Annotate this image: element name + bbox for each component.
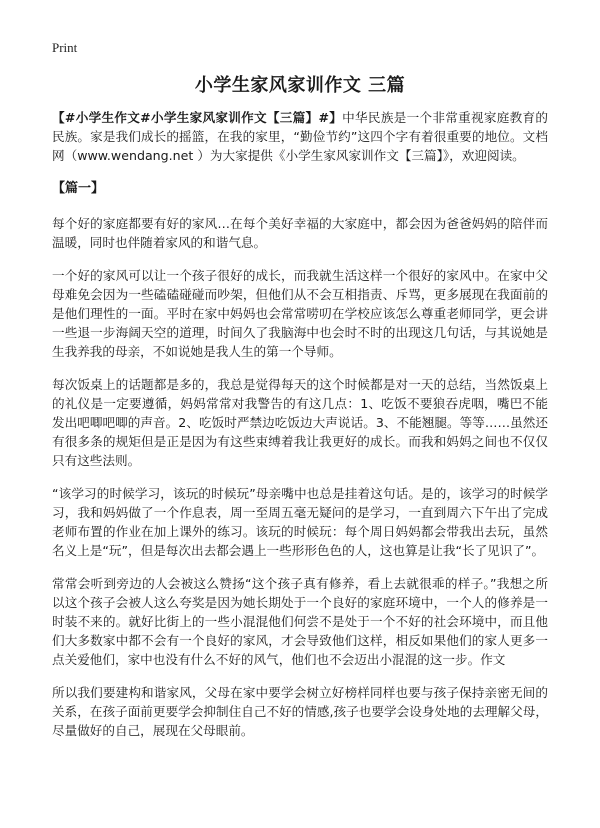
intro-text: 中华民族是一个非常重视家庭教育的民族。家是我们成长的摇篮，在我的家里，“勤俭节约”这四个字有着很重要的地位。文档网（www.wendang.net ）为大家提供《小学生家风家训作文【三篇】》，欢迎阅读。 — [52, 110, 548, 163]
body-paragraph-1: 每个好的家庭都要有好的家风…在每个美好幸福的大家庭中，都会因为爸爸妈妈的陪伴而温暖，同时也伴随着家风的和谐气息。 — [52, 216, 548, 250]
intro-tags: 【#小学生作文#小学生家风家训作文【三篇】#】 — [52, 110, 343, 125]
intro-paragraph — [52, 108, 548, 165]
section-heading: 【篇一】 — [52, 181, 105, 196]
body-paragraph-4: “该学习的时候学习，该玩的时候玩”母亲嘴中也总是挂着这句话。是的，该学习的时候学习，我和妈妈做了一个作息表，周一至周五毫无疑问的是学习，一直到周六下午出了完成老师布置的作业在加上课外的练习。该玩的时候玩：每个周日妈妈都会带我出去玩，虽然名义上是“玩”，但是每次出去都会遇上一些形形色色的人，这也算是让我“长了见识了”。 — [52, 486, 548, 558]
body-paragraph-5: 常常会听到旁边的人会被这么赞扬“这个孩子真有修养，看上去就很乖的样子。”我想之所以这个孩子会被人这么夸奖是因为她长期处于一个良好的家庭环境中，一个人的修养是一时装不来的。就好比街上的一些小混混他们何尝不是处于一个不好的社会环境中，而且他们大多数家中都不会有一个良好的家风，才会导致他们这样，相反如果他们的家人更多一点关爱他们，家中也没有什么不好的风气，他们也不会迈出小混混的这一步。作文 — [52, 576, 548, 667]
body-paragraph-2: 一个好的家风可以让一个孩子很好的成长，而我就生活这样一个很好的家风中。在家中父母难免会因为一些磕磕碰碰而吵架，但他们从不会互相指责、斥骂，更多展现在我面前的是他们理性的一面。平时在家中妈妈也会常常唠叨在学校应该怎么尊重老师同学，更会讲一些退一步海阔天空的道理，时间久了我脑海中也会时不时的出现这几句话，与其说她是生我养我的母亲，不如说她是我人生的第一个导师。 — [52, 268, 548, 359]
document-title: 小学生家风家训作文 三篇 — [194, 75, 406, 96]
body-paragraph-6: 所以我们要建构和谐家风，父母在家中要学会树立好榜样同样也要与孩子保持亲密无间的关系，在孩子面前更要学会抑制住自己不好的情感,孩子也要学会设身处地的去理解父母，尽量做好的自己，展现在父母眼前。 — [52, 685, 548, 738]
body-paragraph-3: 每次饭桌上的话题都是多的，我总是觉得每天的这个时候都是对一天的总结，当然饭桌上的礼仪是一定要遵循，妈妈常常对我警告的有这几点：1、吃饭不要狼吞虎咽，嘴巴不能发出吧唧吧唧的声音。2、吃饭时严禁边吃饭边大声说话。3、不能翘腿。等等……虽然还有很多条的规矩但是正是因为有这些束缚着我让我更好的成长。而我和妈妈之间也不仅仅只有这些法则。 — [52, 377, 548, 468]
print-label: Print — [52, 40, 78, 55]
